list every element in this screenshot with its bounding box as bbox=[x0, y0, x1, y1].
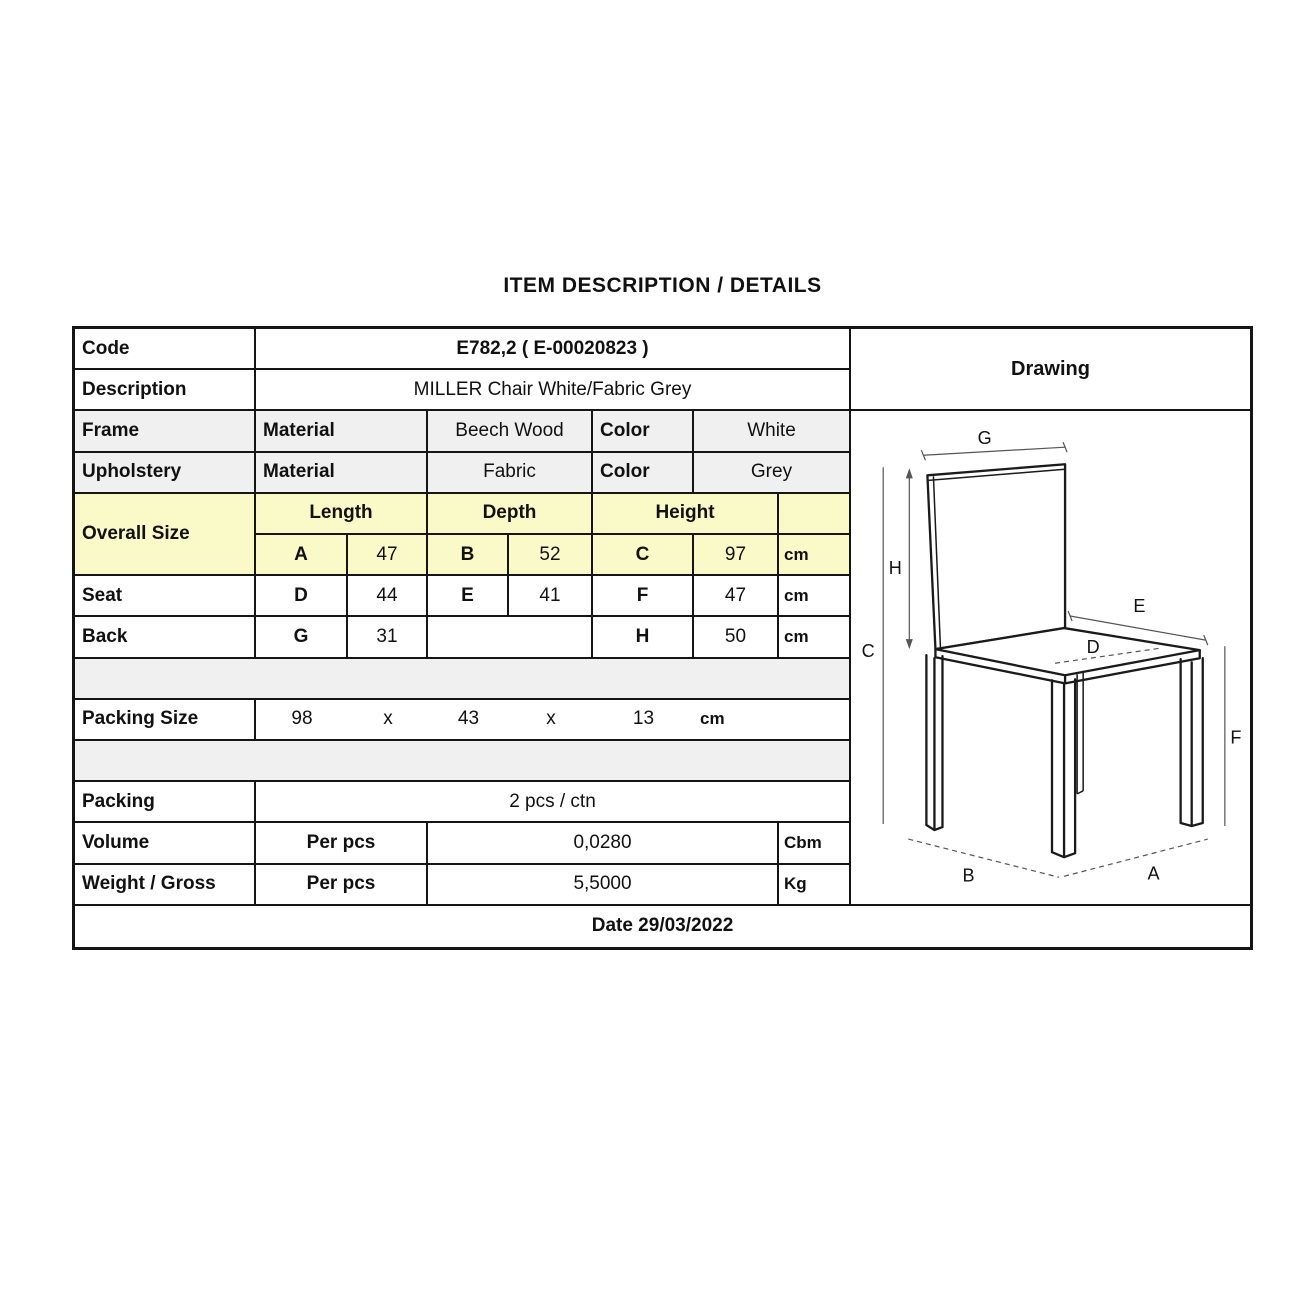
packing-size-value bbox=[256, 700, 851, 741]
packing-size-unit: cm bbox=[700, 709, 725, 729]
frame-material-value: Beech Wood bbox=[428, 411, 593, 452]
date-row: Date 29/03/2022 bbox=[75, 906, 1250, 947]
packing-size-sep1: x bbox=[383, 708, 393, 730]
overall-a-label: A bbox=[256, 535, 348, 576]
spacer-row-1 bbox=[75, 659, 851, 700]
seat-e-label: E bbox=[428, 576, 509, 617]
dim-label-g: G bbox=[977, 428, 992, 449]
chair-drawing bbox=[851, 411, 1250, 905]
overall-b-label: B bbox=[428, 535, 509, 576]
dim-label-a: A bbox=[1147, 863, 1160, 884]
height-header: Height bbox=[593, 494, 779, 535]
page-title: ITEM DESCRIPTION / DETAILS bbox=[503, 274, 822, 297]
overall-size-label: Overall Size bbox=[75, 494, 256, 576]
packing-size-v1: 98 bbox=[291, 708, 313, 730]
chair-leg-back-hidden-foot bbox=[1077, 791, 1083, 794]
back-h-value: 50 bbox=[694, 617, 779, 658]
seat-f-label: F bbox=[593, 576, 694, 617]
dim-arrow-h-top bbox=[906, 469, 913, 479]
volume-unit: Cbm bbox=[779, 823, 851, 864]
dim-label-c: C bbox=[861, 641, 875, 662]
overall-size-unit: cm bbox=[779, 535, 851, 576]
upholstery-material-label: Material bbox=[256, 453, 428, 494]
upholstery-color-value: Grey bbox=[694, 453, 851, 494]
description-label: Description bbox=[75, 370, 256, 411]
packing-size-label: Packing Size bbox=[75, 700, 256, 741]
description-value: MILLER Chair White/Fabric Grey bbox=[256, 370, 851, 411]
code-label: Code bbox=[75, 329, 256, 370]
dim-line-a bbox=[1064, 839, 1208, 876]
volume-label: Volume bbox=[75, 823, 256, 864]
frame-material-label: Material bbox=[256, 411, 428, 452]
seat-d-label: D bbox=[256, 576, 348, 617]
frame-color-label: Color bbox=[593, 411, 694, 452]
back-unit: cm bbox=[779, 617, 851, 658]
back-h-label: H bbox=[593, 617, 694, 658]
weight-label: Weight / Gross bbox=[75, 865, 256, 906]
overall-b-value: 52 bbox=[509, 535, 593, 576]
seat-unit: cm bbox=[779, 576, 851, 617]
chair-backrest bbox=[927, 465, 1065, 650]
packing-size-sep2: x bbox=[546, 708, 556, 730]
frame-label: Frame bbox=[75, 411, 256, 452]
frame-color-value: White bbox=[694, 411, 851, 452]
packing-size-v2: 43 bbox=[457, 708, 480, 730]
packing-label: Packing bbox=[75, 782, 256, 823]
dim-line-b bbox=[908, 839, 1059, 877]
dim-label-h: H bbox=[888, 558, 902, 579]
overall-a-value: 47 bbox=[348, 535, 428, 576]
chair-drawing-svg bbox=[851, 411, 1250, 903]
seat-label: Seat bbox=[75, 576, 256, 617]
packing-size-v3: 13 bbox=[632, 708, 655, 730]
spacer-row-2 bbox=[75, 741, 851, 782]
spec-table bbox=[72, 326, 1253, 950]
packing-value: 2 pcs / ctn bbox=[256, 782, 851, 823]
seat-e-value: 41 bbox=[509, 576, 593, 617]
length-header: Length bbox=[256, 494, 428, 535]
weight-unit: Kg bbox=[779, 865, 851, 906]
volume-per-label: Per pcs bbox=[256, 823, 428, 864]
chair-leg-front bbox=[1052, 680, 1075, 858]
chair-leg-back-left bbox=[926, 656, 942, 831]
seat-f-value: 47 bbox=[694, 576, 779, 617]
upholstery-material-value: Fabric bbox=[428, 453, 593, 494]
depth-header: Depth bbox=[428, 494, 593, 535]
dim-label-f: F bbox=[1230, 728, 1242, 749]
seat-d-value: 44 bbox=[348, 576, 428, 617]
dim-label-b: B bbox=[962, 865, 975, 886]
drawing-header: Drawing bbox=[851, 329, 1250, 411]
code-value: E782,2 ( E-00020823 ) bbox=[256, 329, 851, 370]
upholstery-color-label: Color bbox=[593, 453, 694, 494]
dim-arrow-h-bottom bbox=[906, 640, 913, 650]
chair-leg-right bbox=[1181, 659, 1203, 827]
weight-per-label: Per pcs bbox=[256, 865, 428, 906]
weight-value: 5,5000 bbox=[428, 865, 779, 906]
upholstery-label: Upholstery bbox=[75, 453, 256, 494]
back-g-label: G bbox=[256, 617, 348, 658]
dim-line-g bbox=[923, 448, 1065, 456]
back-g-value: 31 bbox=[348, 617, 428, 658]
dim-label-e: E bbox=[1133, 596, 1146, 617]
overall-c-label: C bbox=[593, 535, 694, 576]
overall-size-header-spacer bbox=[779, 494, 851, 535]
back-empty-cell bbox=[428, 617, 593, 658]
overall-c-value: 97 bbox=[694, 535, 779, 576]
dim-label-d: D bbox=[1086, 637, 1100, 658]
back-label: Back bbox=[75, 617, 256, 658]
volume-value: 0,0280 bbox=[428, 823, 779, 864]
